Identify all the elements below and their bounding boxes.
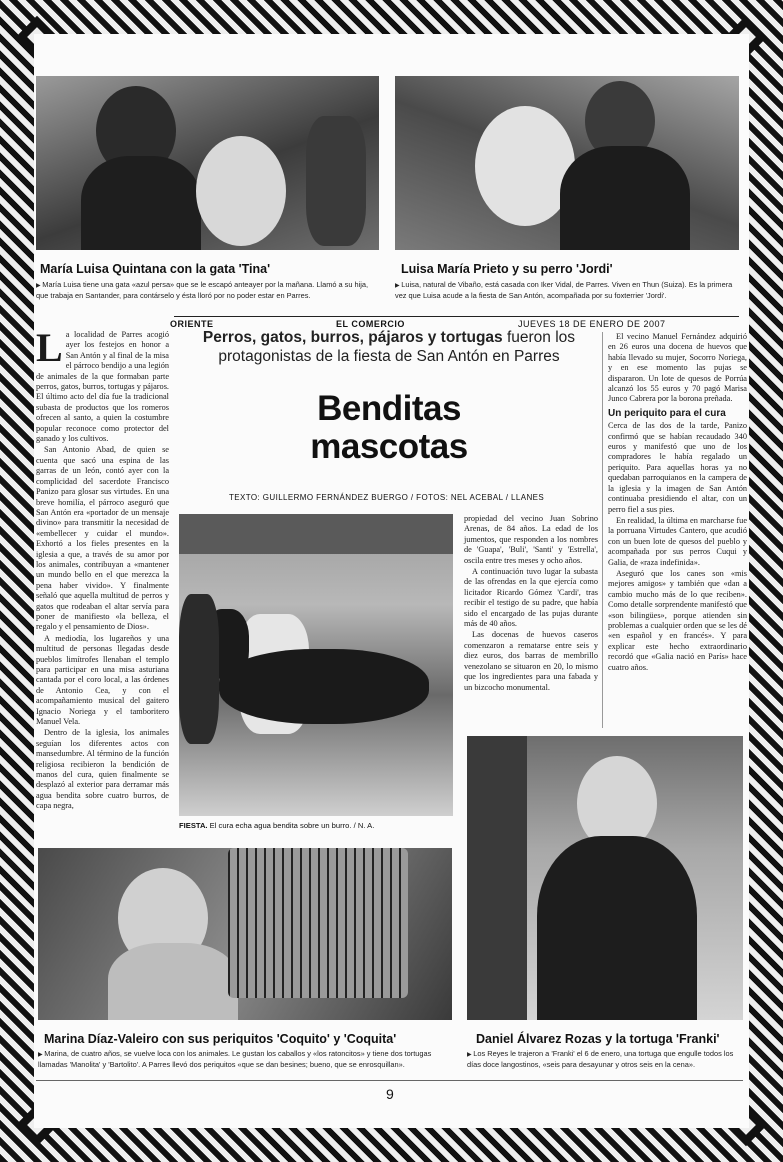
- caption-donkey: [179, 821, 453, 830]
- article-column-2: [464, 514, 598, 694]
- paragraph: Cerca de las dos de la tarde, Panizo confirmó que se habían recaudado 340 euros y manifestó que uno de los compradores le había regalado un periquito. Para aquellas horas ya no quedaban parroquianos en la campera de la iglesia y la imagen de San Antón continuaba presidiendo el altar, con un perro fiel a sus pies.: [608, 421, 747, 514]
- photo-boy-with-turtle: [467, 736, 743, 1020]
- caption-text-top-left: ▶ María Luisa tiene una gata «azul persa» que se le escapó anteayer por la mañana. Llamó a su hija, que trabaja en Santander, para contárselo y ésta lloró por no poder estar en Parres.: [36, 280, 376, 301]
- caption-title-top-left: María Luisa Quintana con la gata 'Tina': [40, 262, 271, 276]
- headline-line-2: mascotas: [310, 427, 468, 466]
- drop-cap: L: [36, 325, 63, 370]
- paragraph: Dentro de la iglesia, los animales seguían los diferentes actos con mansedumbre. Al término de la función religiosa recibieron la bendición de manos del cura, quien finalmente se desplazó al exterior para derramar más agua bendita sobre cuatro burros, de capa negra,: [36, 728, 169, 811]
- article-subhead: Un periquito para el cura: [608, 407, 726, 419]
- paragraph: Las docenas de huevos caseros comenzaron a rematarse entre seis y diez euros, dos barras de membrillo venezolano se situaron en 20, lo mismo que los ingredientes para una fabada y un bizcocho monumental.: [464, 630, 598, 692]
- section-label: ORIENTE: [170, 319, 214, 329]
- caption-text-bottom-right: ▶ Los Reyes le trajeron a 'Franki' el 6 de enero, una tortuga que engulle todos los días doce langostinos, «seis para desayunar y otros seis en la cena».: [467, 1049, 743, 1070]
- header-rule: [174, 316, 739, 317]
- newspaper-name: EL COMERCIO: [336, 319, 405, 329]
- photo-woman-with-dog: [395, 76, 739, 250]
- headline-line-1: Benditas: [317, 389, 461, 428]
- paragraph: propiedad del vecino Juan Sobrino Arenas, de 84 años. La edad de los jumentos, que responden a los nombres de 'Guapa', 'Buli', 'Santi' y 'Estrella', oscila entre tres meses y ocho años.: [464, 514, 598, 565]
- caption-text-top-right: ▶ Luisa, natural de Vibaño, está casada con Iker Vidal, de Parres. Viven en Thun (Suiza). Es la primera vez que Luisa acude a la fiesta de San Antón, acompañada por su foxterrier 'Jordi'.: [395, 280, 739, 301]
- newspaper-page: [34, 34, 749, 1128]
- column-divider: [602, 332, 603, 728]
- issue-date: JUEVES 18 DE ENERO DE 2007: [518, 319, 666, 329]
- paragraph: San Antonio Abad, de quien se cuenta que sacó una espina de las garras de un león, contó ayer con la complicidad del sacerdote Francisco Panizo para glosar sus virtudes. En una breve homilía, el párroco aseguró que San Antón era «portador de un mensaje divino» para transmitir la necesidad de «embellecer y cuidar el mundo». Exhortó a los fieles presentes en la iglesia a que, a través de su amor por los animales, contribuyan a «mantener un mundo bello en el que merezca la pena haber vivido». Y finalmente señaló que aquella multitud de perros y gatos que rodeaban el altar servía para poner de manifiesto «la belleza, el regalo y el pensamiento de Dios».: [36, 445, 169, 632]
- article-byline: TEXTO: GUILLERMO FERNÁNDEZ BUERGO / FOTOS: NEL ACEBAL / LLANES: [229, 493, 545, 502]
- caption-donkey-label: FIESTA.: [179, 821, 208, 830]
- paragraph: A mediodía, los lugareños y una multitud de personas llegadas desde pueblos limítrofes llenaban el templo para participar en una misa asturiana cantada por el coro local, a las órdenes de Antonio Cea, y con el acompañamiento musical del gaitero Ignacio Noriega y el tamboritero Manuel Vela.: [36, 633, 169, 727]
- paragraph: a localidad de Parres acogió ayer los festejos en honor a San Antón y al final de la misa el párroco bendijo a una legión de animales de la que formaban parte perros, gatos, burros, tortugas y pájaros. El último acto del día fue la tradicional subasta de productos que los romeros ofrecen al santo, a quien la costumbre popular reconoce como protector del ganado y los cultivos.: [36, 330, 169, 444]
- caption-text-bottom-left: ▶ Marina, de cuatro años, se vuelve loca con los animales. Le gustan los caballos y «los ratoncitos» y tiene dos tortugas llamadas 'Manolita' y 'Bartolito'. A Parres llevó dos periquitos «que se dan besines; bueno, que se enrosquillan».: [38, 1049, 452, 1070]
- deck-bold: Perros, gatos, burros, pájaros y tortugas: [202, 329, 503, 346]
- article-column-3: [608, 332, 747, 674]
- page-number: 9: [386, 1086, 394, 1102]
- caption-title-top-right: Luisa María Prieto y su perro 'Jordi': [401, 262, 613, 276]
- caption-title-bottom-right: Daniel Álvarez Rozas y la tortuga 'Franki': [476, 1032, 720, 1046]
- photo-girl-with-parakeets: [38, 848, 452, 1020]
- photo-priest-blessing-donkey: [179, 514, 453, 816]
- deck-rest: fueron los protagonistas de la fiesta de San Antón en Parres: [218, 329, 576, 365]
- paragraph: A continuación tuvo lugar la subasta de las ofrendas en la que ejercía como licitador Ricardo Gómez 'Cardi', tras recibir el testigo de su padre, que había sido el encargado de las pujas durante más de 40 años.: [464, 567, 598, 629]
- paragraph: Aseguró que los canes son «mis mejores amigos» y también que «dan a cambio mucho más de lo que reciben». Como detalle sorprendente manifestó que «son bilingües», porque atienden sin problemas a cualquier orden que se les dé «en español y en francés». Y para explicar este hecho extraordinario recordó que «Galia nació en París» hace cuatro años.: [608, 568, 747, 672]
- paragraph: En realidad, la última en marcharse fue la porruana Virtudes Cantero, que acudió con un buen lote de quesos del pueblo y acompañada por sus perros Cuqui y Galia, de «raza indefinida».: [608, 515, 747, 567]
- caption-donkey-text: El cura echa agua bendita sobre un burro. / N. A.: [209, 821, 375, 830]
- footer-rule: [36, 1080, 743, 1081]
- article-column-1: [36, 325, 169, 813]
- photo-woman-with-cat: [36, 76, 379, 250]
- article-deck: [189, 328, 589, 366]
- article-headline: [219, 390, 559, 466]
- paragraph: El vecino Manuel Fernández adquirió en 26 euros una docena de huevos que había llevado su mujer, Socorro Noriega, y en ese momento las pujas se dispararon. Un lote de quesos de Porrúa alcanzó los 55 euros y 70 pagó Marisa Junco Cabrera por la borona preñada.: [608, 332, 747, 404]
- caption-title-bottom-left: Marina Díaz-Valeiro con sus periquitos 'Coquito' y 'Coquita': [44, 1032, 397, 1046]
